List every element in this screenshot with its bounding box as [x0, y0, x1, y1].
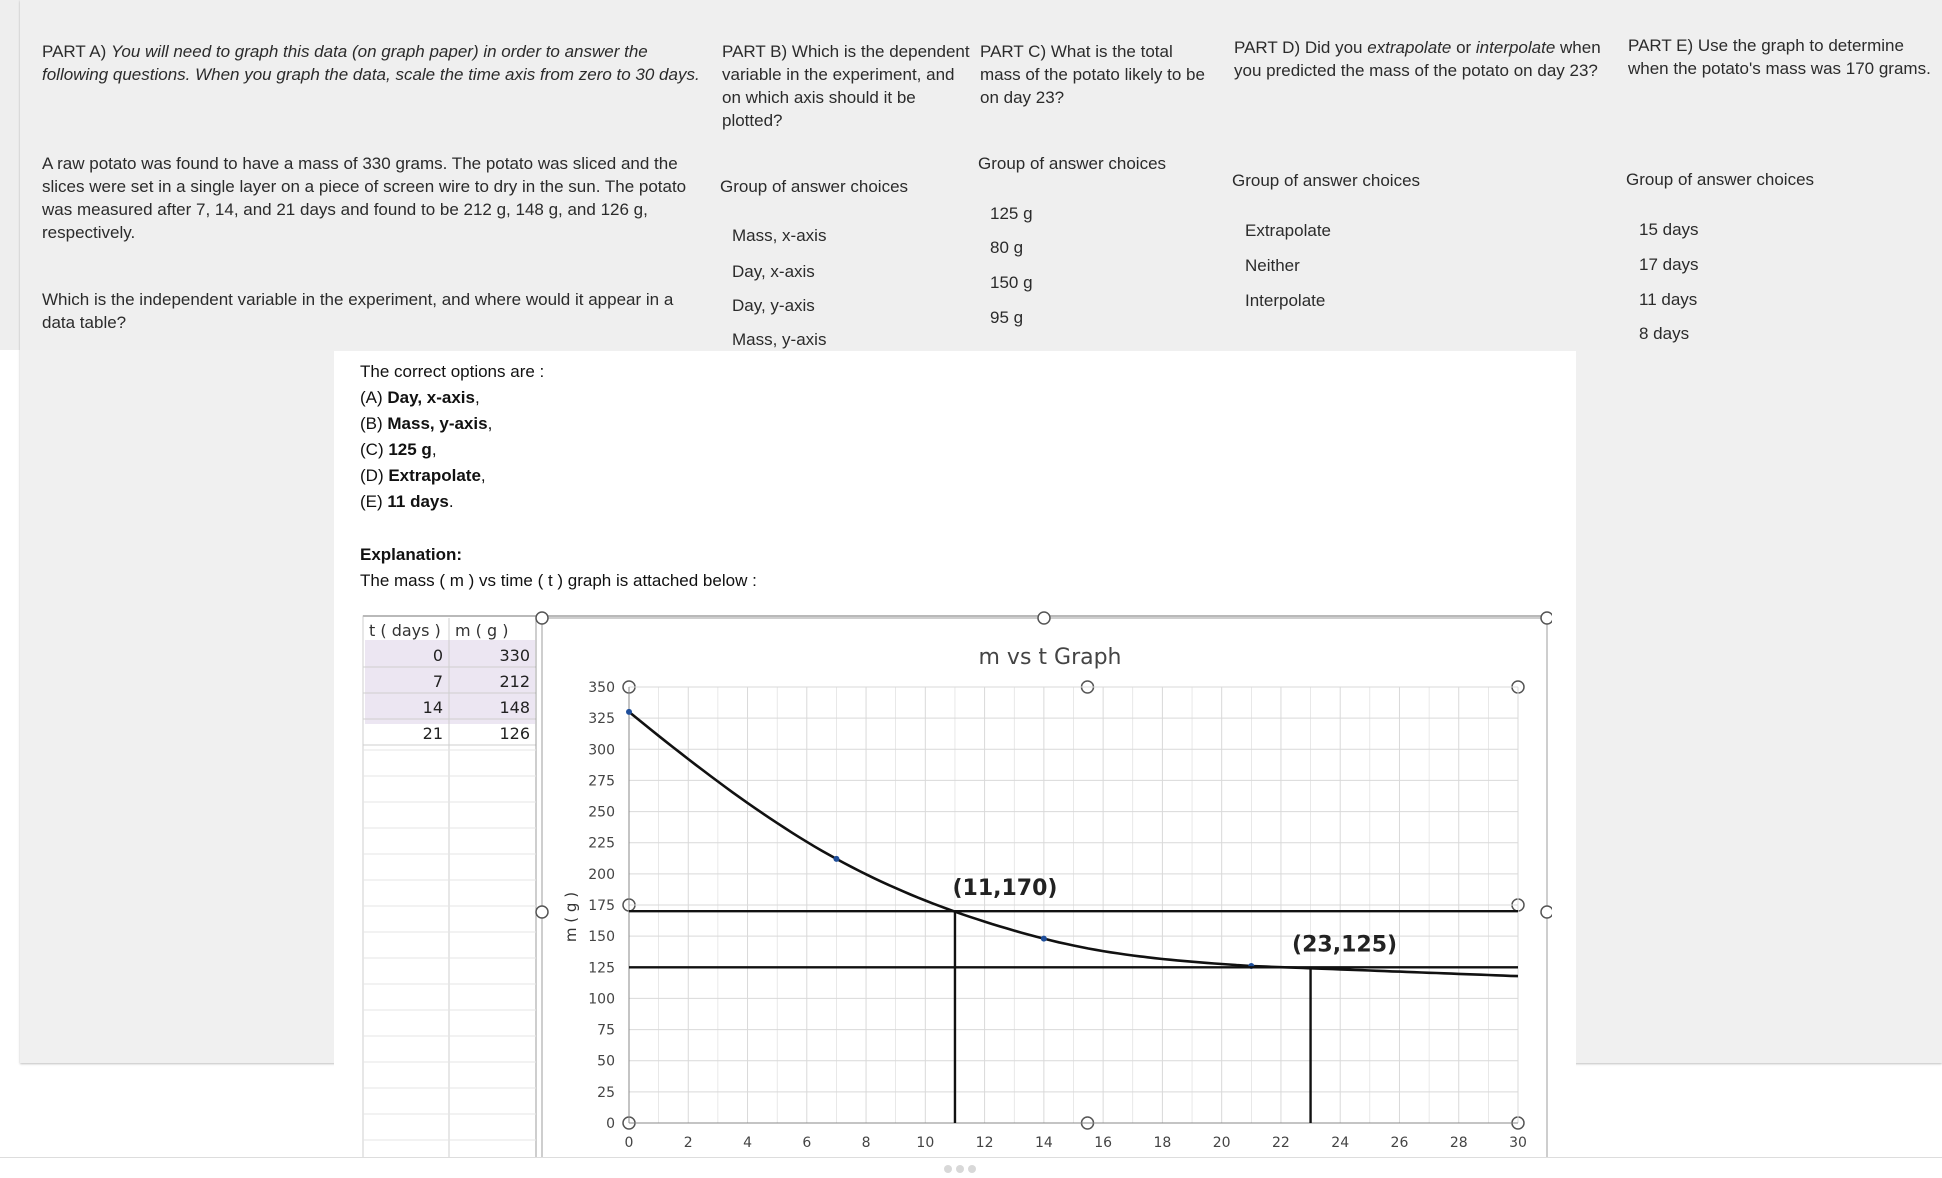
x-tick-label: 6: [802, 1135, 812, 1151]
part-e-question: PART E) Use the graph to determine when the potato's mass was 170 grams.: [1628, 36, 1931, 78]
part-e-option-4[interactable]: 8 days: [1639, 324, 1690, 343]
resize-handle: [1541, 612, 1552, 624]
part-b-option-4[interactable]: Mass, y-axis: [732, 330, 827, 349]
y-tick-label: 175: [588, 898, 615, 914]
part-e-option-3[interactable]: 11 days: [1639, 290, 1698, 309]
part-a-instructions: PART A) You will need to graph this data (on graph paper) in order to answer the following questions. When you graph the data, scale the time axis from zero to 30 days.: [42, 42, 700, 84]
y-tick-label: 275: [588, 773, 615, 790]
y-tick-label: 200: [588, 866, 615, 883]
answer-intro: The correct options are :: [360, 362, 545, 381]
part-d-choices-label: Group of answer choices: [1232, 171, 1421, 190]
x-tick-label: 0: [624, 1135, 634, 1151]
resize-handle: [536, 612, 548, 624]
y-tick-label: 50: [597, 1053, 615, 1070]
table-header-1: m ( g ): [455, 621, 509, 640]
table-cell-1-0: 7: [432, 672, 443, 691]
y-tick-label: 350: [588, 680, 615, 696]
part-d-option-1[interactable]: Extrapolate: [1245, 221, 1331, 240]
answer-line-d: (D) Extrapolate,: [360, 466, 486, 485]
x-tick-label: 10: [916, 1135, 935, 1151]
part-a-question: Which is the independent variable in the experiment, and where would it appear in a data table?: [42, 290, 674, 332]
table-cell-2-0: 14: [422, 698, 443, 717]
x-tick-label: 16: [1094, 1135, 1113, 1151]
table-cell-1-1: 212: [499, 672, 530, 691]
table-cell-3-1: 126: [499, 724, 530, 743]
resize-handle: [1541, 906, 1552, 918]
part-c-option-3[interactable]: 150 g: [990, 273, 1033, 292]
part-d-question: PART D) Did you extrapolate or interpolate when you predicted the mass of the potato on day 23?: [1234, 38, 1601, 80]
part-c-option-1[interactable]: 125 g: [990, 204, 1033, 223]
x-tick-label: 2: [683, 1135, 693, 1151]
y-tick-label: 150: [588, 929, 615, 946]
x-tick-label: 14: [1034, 1135, 1053, 1151]
x-tick-label: 18: [1153, 1135, 1172, 1151]
table-cell-0-0: 0: [432, 646, 443, 665]
chart-title: m vs t Graph: [978, 645, 1122, 670]
table-header-0: t ( days ): [369, 621, 441, 640]
resize-handle: [1038, 612, 1050, 624]
x-tick-label: 12: [975, 1135, 994, 1151]
x-tick-label: 4: [743, 1135, 752, 1151]
explanation-text: The mass ( m ) vs time ( t ) graph is attached below :: [360, 571, 757, 590]
y-tick-label: 25: [597, 1084, 615, 1101]
part-d-option-2[interactable]: Neither: [1245, 256, 1300, 275]
x-tick-label: 8: [861, 1135, 871, 1151]
part-b-option-3[interactable]: Day, y-axis: [732, 296, 815, 315]
part-c-option-4[interactable]: 95 g: [990, 308, 1024, 327]
y-axis-label: m ( g ): [562, 891, 580, 943]
annotation-label: (11,170): [952, 876, 1058, 902]
part-e-option-1[interactable]: 15 days: [1639, 220, 1699, 239]
x-tick-label: 24: [1331, 1135, 1350, 1151]
table-cell-0-1: 330: [499, 646, 530, 665]
resize-handle: [536, 906, 548, 918]
answer-line-c: (C) 125 g,: [360, 440, 437, 459]
part-b-option-2[interactable]: Day, x-axis: [732, 262, 815, 281]
annotation-label: (23,125): [1292, 932, 1398, 958]
answer-line-e: (E) 11 days.: [360, 492, 454, 511]
part-e-option-2[interactable]: 17 days: [1639, 255, 1699, 274]
part-b-choices-label: Group of answer choices: [720, 177, 909, 196]
table-cell-3-0: 21: [422, 724, 443, 743]
x-tick-label: 20: [1212, 1135, 1231, 1151]
answer-line-b: (B) Mass, y-axis,: [360, 414, 493, 433]
data-point: [833, 856, 839, 862]
answer-line-a: (A) Day, x-axis,: [360, 388, 480, 407]
y-tick-label: 300: [588, 742, 615, 759]
y-tick-label: 100: [588, 991, 615, 1008]
x-tick-label: 22: [1272, 1135, 1290, 1151]
part-c-option-2[interactable]: 80 g: [990, 238, 1024, 257]
data-point: [626, 709, 632, 715]
y-tick-label: 250: [588, 804, 615, 821]
part-b-question: PART B) Which is the dependent variable in the experiment, and on which axis should it be plotted?: [722, 42, 970, 130]
data-point: [1041, 936, 1047, 942]
part-c-question: PART C) What is the total mass of the potato likely to be on day 23?: [980, 42, 1205, 107]
pager-dots: [944, 1160, 994, 1168]
x-tick-label: 28: [1449, 1135, 1468, 1151]
x-tick-label: 30: [1509, 1135, 1527, 1151]
part-b-option-1[interactable]: Mass, x-axis: [732, 226, 827, 245]
mass-time-chart: [360, 610, 1552, 1158]
table-cell-2-1: 148: [499, 698, 530, 717]
y-tick-label: 75: [597, 1022, 615, 1039]
explanation-heading: Explanation:: [360, 545, 463, 564]
x-tick-label: 26: [1390, 1135, 1409, 1151]
y-tick-label: 125: [588, 960, 615, 977]
part-c-choices-label: Group of answer choices: [978, 154, 1167, 173]
y-tick-label: 0: [606, 1116, 615, 1132]
part-d-option-3[interactable]: Interpolate: [1245, 291, 1326, 310]
y-tick-label: 325: [588, 711, 615, 728]
y-tick-label: 225: [588, 835, 615, 852]
part-a-scenario: A raw potato was found to have a mass of 330 grams. The potato was sliced and the slices were set in a single layer on a piece of screen wire to dry in the sun. The potato was measured after 7, 14, and 21 days and found to be 212 g, 148 g, and 126 g, respectively.: [42, 154, 687, 242]
part-e-choices-label: Group of answer choices: [1626, 170, 1815, 189]
